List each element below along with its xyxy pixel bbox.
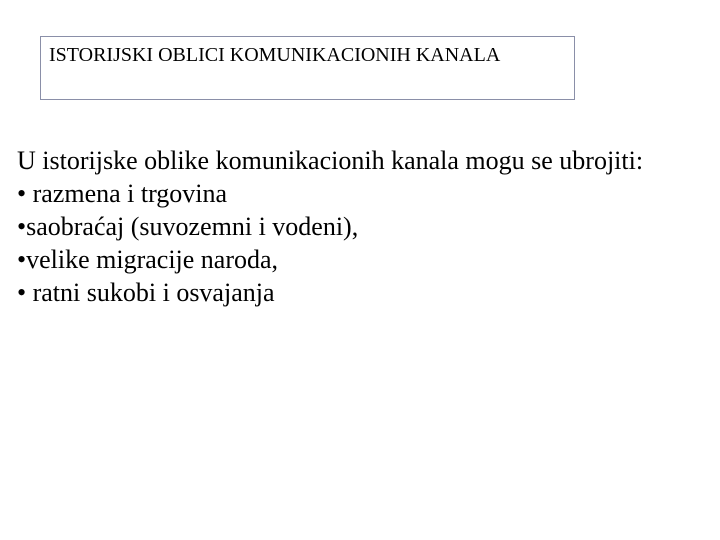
- bullet-item-migrations: •velike migracije naroda,: [17, 245, 279, 274]
- bullet-item-transport: •saobraćaj (suvozemni i vodeni),: [17, 212, 359, 241]
- bullet-item-conflicts: • ratni sukobi i osvajanja: [17, 278, 275, 307]
- slide-title: ISTORIJSKI OBLICI KOMUNIKACIONIH KANALA: [49, 44, 501, 66]
- intro-text: U istorijske oblike komunikacionih kanala mogu se ubrojiti:: [17, 146, 644, 175]
- bullet-item-trade: • razmena i trgovina: [17, 179, 228, 208]
- slide-body: [17, 144, 707, 309]
- title-box: [40, 36, 575, 100]
